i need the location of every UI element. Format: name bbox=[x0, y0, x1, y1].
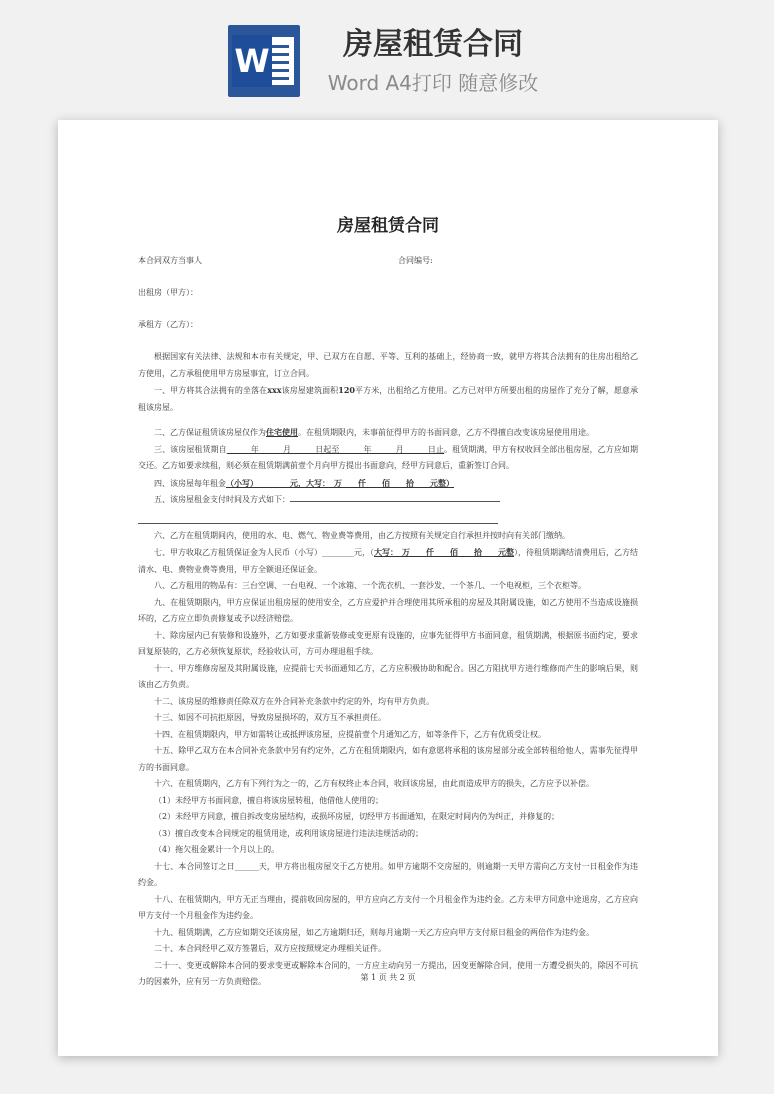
clause-21: 二十一、变更或解除本合同的要求变更或解除本合同的，一方应主动向另一方提出，因变更解除合同，使用一方遭受损失的，除因不可抗力的因素外，应有另一方负责赔偿。 bbox=[138, 960, 638, 986]
clause-11: 十一、甲方维修房屋及其附属设施，应提前七天书面通知乙方，乙方应积极协助和配合。因乙方阻扰甲方进行维修而产生的影响后果，则该由乙方负责。 bbox=[138, 663, 638, 689]
payment-terms-line-2 bbox=[138, 509, 498, 524]
clause-16-item-2: （2）未经甲方同意，擅自拆改变房屋结构，或损坏房屋，切经甲方书面通知，在限定时间内仍为纠正，并修复的； bbox=[154, 812, 560, 821]
clause-13: 十三、如因不可抗拒原因，导致房屋损坏的，双方互不承担责任。 bbox=[154, 713, 386, 722]
clause-9: 九、在租赁期限内，甲方应保证出租房屋的使用安全，乙方应爱护并合理使用其所承租的房屋及其附属设施，如乙方使用不当造成设施损坏的，乙方应立即负责修复或予以经济赔偿。 bbox=[138, 597, 638, 623]
lessor-label: 出租房（甲方）： bbox=[138, 288, 198, 297]
lessee-label: 承租方（乙方）： bbox=[138, 320, 198, 329]
clause-16-item-1: （1）未经甲方书面同意，擅自将该房屋转租，他借他人使用的； bbox=[154, 795, 384, 805]
clause-7: 七、甲方收取乙方租赁保证金为人民币（小写）________元，（大写： 万 仟 佰 拾 元整），待租赁期满结清费用后，乙方结清水、电、费物业费等费用，甲方全额退还保证金。 bbox=[138, 547, 638, 574]
clause-12: 十二、该房屋的维修责任除双方在外合同补充条款中约定的外，均有甲方负责。 bbox=[154, 696, 434, 706]
document-page bbox=[58, 120, 718, 1056]
clause-16-item-3: （3）擅自改变本合同规定的租赁用途，或利用该房屋进行违法违规活动的； bbox=[154, 828, 424, 838]
banner-title: 房屋租赁合同 bbox=[343, 27, 523, 62]
clause-14: 十四、在租赁期限内，甲方如需转让或抵押该房屋，应提前壹个月通知乙方，如等条件下，乙方有优质受让权。 bbox=[154, 729, 546, 739]
document-content bbox=[138, 215, 638, 991]
preamble-paragraph: 根据国家有关法律、法规和本市有关规定，甲、已双方在自愿、平等、互利的基础上，经协商一致，就甲方将其合法拥有的住房出租给乙方使用，乙方承租使用甲方房屋事宜，订立合同。 bbox=[138, 352, 638, 378]
clause-18: 十八、在租赁期内，甲方无正当理由，提前收回房屋的，甲方应向乙方支付一个月租金作为违约金。乙方未甲方同意中途退房，乙方应向甲方支付一个月租金作为违约金。 bbox=[138, 894, 638, 920]
word-logo-icon bbox=[228, 25, 300, 97]
clause-8: 八、乙方租用的物品有：三台空调、一台电视、一个冰箱、一个洗衣机、一套沙发、一个茶几、一个电视柜，三个衣柜等。 bbox=[154, 581, 586, 590]
clause-19: 十九、租赁期满，乙方应如期交还该房屋，如乙方逾期归还，则每月逾期一天乙方应向甲方支付原日租金的两倍作为违约金。 bbox=[154, 927, 594, 937]
banner bbox=[0, 0, 774, 112]
clause-2: 二、乙方保证租赁该房屋仅作为住宅使用。在租赁期限内，未事前征得甲方的书面同意，乙方不得擅自改变该房屋使用用途。 bbox=[154, 427, 594, 437]
clause-17: 十七、本合同签订之日______天，甲方将出租房屋交于乙方使用。如甲方逾期不交房屋的，则逾期一天甲方需向乙方支付一日租金作为违约金。 bbox=[138, 861, 638, 887]
page-footer: 第 1 页 共 2 页 bbox=[360, 973, 416, 982]
clause-15: 十五、除甲乙双方在本合同补充条款中另有约定外，乙方在租赁期限内，如有意愿将承租的该房屋部分或全部转租给他人，需事先征得甲方的书面同意。 bbox=[138, 746, 638, 772]
document-title: 房屋租赁合同 bbox=[337, 216, 439, 236]
parties-label: 本合同双方当事人 bbox=[138, 256, 202, 265]
clause-5: 五、该房屋租金支付时间及方式如下： bbox=[138, 492, 638, 509]
clause-16: 十六、在租赁期内，乙方有下列行为之一的，乙方有权终止本合同，收回该房屋，由此而造成甲方的损失，乙方应予以补偿。 bbox=[154, 779, 594, 788]
contract-number-label: 合同编号: bbox=[398, 256, 433, 265]
clause-3: 三、该房屋租赁期自______年______月______日起至______年______月______日止。租赁期满，甲方有权收回全部出租房屋，乙方应如期交还。乙方如要求续租，则必须在租赁期满前壹个月向甲方提出书面意向，经甲方同意后，重新签订合同。 bbox=[138, 444, 639, 470]
clause-20: 二十、本合同经甲乙双方签署后，双方应按照规定办理相关证件。 bbox=[154, 944, 386, 953]
clause-4: 四、该房屋每年租金（小写）________元，大写： 万 仟 佰 拾 元整） bbox=[154, 477, 454, 488]
banner-subtitle: Word A4打印 随意修改 bbox=[327, 71, 539, 95]
clause-6: 六、乙方在租赁期间内，使用的水、电、燃气、物业费等费用，由乙方按照有关规定自行承担并按时向有关部门缴纳。 bbox=[154, 530, 570, 540]
payment-terms-line bbox=[290, 492, 500, 502]
parties-row bbox=[138, 253, 638, 269]
word-logo-letter: W bbox=[232, 35, 272, 87]
clause-10: 十、除房屋内已有装修和设施外，乙方如要求重新装修或变更原有设施的，应事先征得甲方书面同意，租赁期满，根据原书面约定，要求回复原装的，乙方必须恢复原状，经验收认可，方可办理退租手续。 bbox=[138, 630, 638, 656]
clause-1: 一、甲方将其合法拥有的坐落在xxx该房屋建筑面积120平方米，出租给乙方使用。乙方已对甲方所要出租的房屋作了充分了解，愿意承租该房屋。 bbox=[138, 385, 639, 412]
clause-16-item-4: （4）拖欠租金累计一个月以上的。 bbox=[154, 845, 280, 854]
